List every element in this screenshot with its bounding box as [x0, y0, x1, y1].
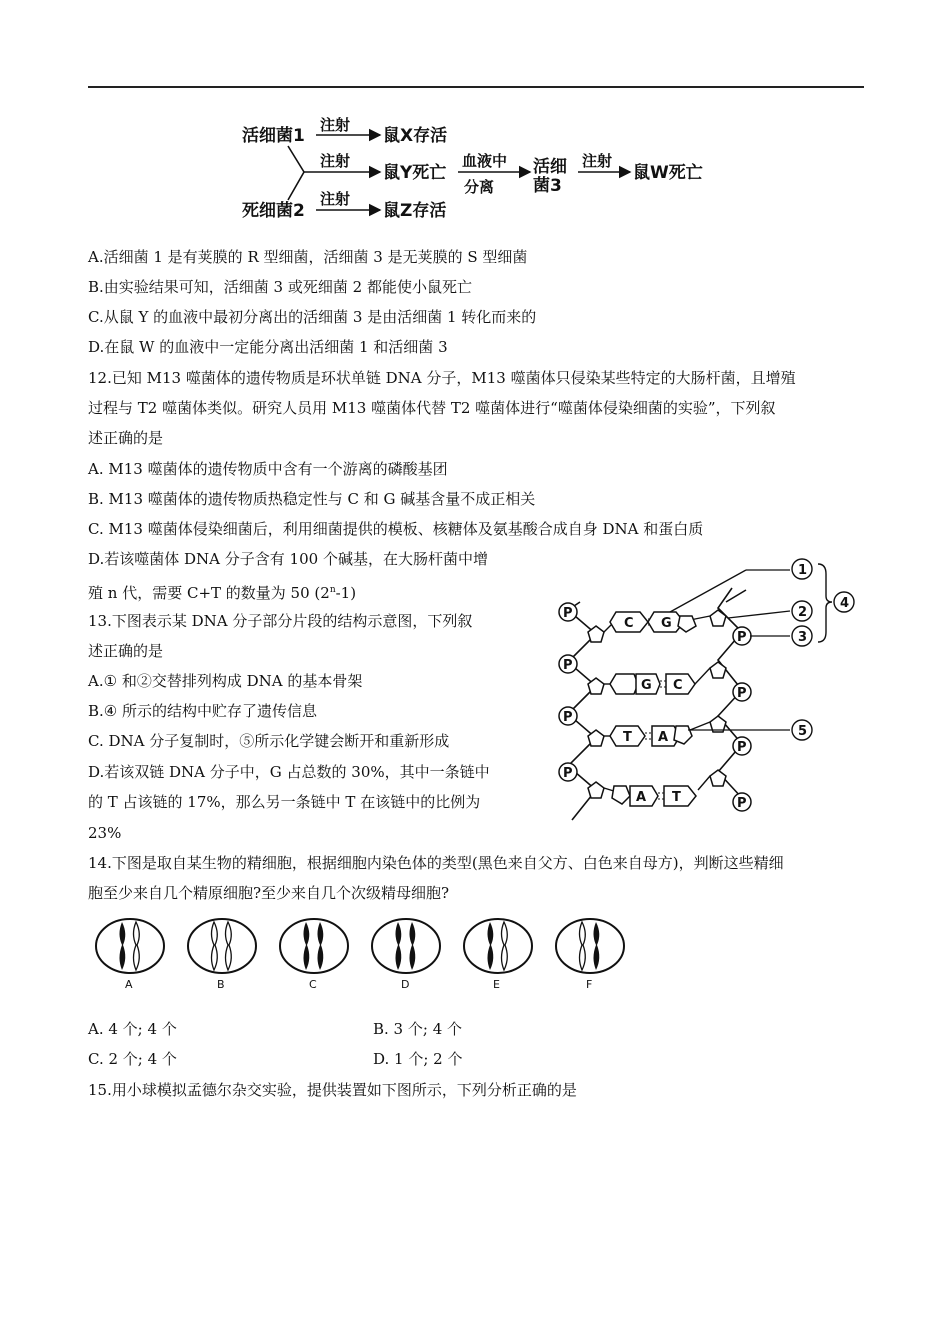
svg-text:P: P — [737, 740, 747, 755]
inject-label-2: 注射 — [320, 152, 351, 170]
inject-label-1: 注射 — [320, 116, 351, 134]
base-t-row3 — [610, 726, 645, 746]
bacteria-experiment-diagram — [230, 108, 730, 228]
phosphate-right-2 — [733, 683, 751, 701]
q11-option-a: A.活细菌 1 是有荚膜的 R 型细菌，活细菌 3 是无荚膜的 S 型细菌 — [88, 248, 528, 266]
base-c-row2 — [666, 674, 695, 694]
svg-text:5: 5 — [798, 724, 808, 739]
q11-option-c: C.从鼠 Y 的血液中最初分离出的活细菌 3 是由活细菌 1 转化而来的 — [88, 308, 537, 326]
sugar-right-2 — [710, 662, 726, 678]
q12-d2-exponent: n — [329, 585, 336, 595]
q14-option-c: C. 2 个; 4 个 — [88, 1050, 177, 1068]
live-bacteria-3-top: 活细 — [533, 157, 567, 177]
q12-stem-line1: 12.已知 M13 噬菌体的遗传物质是环状单链 DNA 分子，M13 噬菌体只侵染某些特定的大肠杆菌，且增殖 — [88, 369, 796, 387]
svg-text:T: T — [623, 730, 632, 745]
cell-a — [96, 919, 164, 991]
svg-text:B: B — [217, 978, 225, 991]
callout-3 — [792, 626, 812, 646]
svg-text:P: P — [563, 606, 573, 621]
q14-stem-line1: 14.下图是取自某生物的精细胞，根据细胞内染色体的类型(黑色来自父方、白色来自母方)，判断这些精细 — [88, 854, 784, 872]
q12-option-c: C. M13 噬菌体侵染细菌后，利用细菌提供的模板、核糖体及氨基酸合成自身 DNA 和蛋白质 — [88, 520, 704, 538]
phosphate-left-2 — [559, 655, 577, 673]
sugar-right-4 — [710, 770, 726, 786]
callout-1 — [792, 559, 812, 579]
q14-option-b: B. 3 个; 4 个 — [373, 1020, 463, 1038]
svg-text:F: F — [586, 978, 593, 991]
callout-4 — [834, 592, 854, 612]
sugar-right-1 — [710, 610, 726, 626]
svg-text:T: T — [672, 790, 681, 805]
svg-text:P: P — [737, 796, 747, 811]
svg-text:G: G — [641, 678, 652, 693]
q13-option-b: B.④ 所示的结构中贮存了遗传信息 — [88, 702, 318, 720]
phosphate-left-3 — [559, 707, 577, 725]
base-a-row3 — [652, 726, 692, 746]
q13-stem-line1: 13.下图表示某 DNA 分子部分片段的结构示意图，下列叙 — [88, 612, 473, 630]
svg-text:P: P — [737, 630, 747, 645]
q12-option-b: B. M13 噬菌体的遗传物质热稳定性与 C 和 G 碱基含量不成正相关 — [88, 490, 536, 508]
inject-label-3: 注射 — [582, 152, 613, 170]
svg-text:4: 4 — [840, 596, 850, 611]
mouse-x-label: 鼠X存活 — [383, 126, 448, 146]
separate-label: 分离 — [464, 178, 495, 196]
cell-d — [372, 919, 440, 991]
q12-d2-text: 殖 n 代，需要 C+T 的数量为 50 (2 — [88, 584, 330, 602]
q12-option-a: A. M13 噬菌体的遗传物质中含有一个游离的磷酸基团 — [88, 460, 448, 478]
svg-text:P: P — [563, 766, 573, 781]
cell-f — [556, 919, 624, 991]
svg-text:D: D — [401, 978, 410, 991]
q13-option-a: A.① 和②交替排列构成 DNA 的基本骨架 — [88, 672, 363, 690]
q13-stem-line2: 述正确的是 — [88, 642, 164, 660]
svg-text:3: 3 — [798, 630, 808, 645]
q11-option-b: B.由实验结果可知，活细菌 3 或死细菌 2 都能使小鼠死亡 — [88, 278, 472, 296]
svg-text:A: A — [658, 730, 669, 745]
q13-option-d-line2: 的 T 占该链的 17%，那么另一条链中 T 在该链中的比例为 — [88, 793, 481, 811]
svg-text:C: C — [673, 678, 683, 693]
svg-text:P: P — [563, 658, 573, 673]
q13-option-d-line1: D.若该双链 DNA 分子中，G 占总数的 30%，其中一条链中 — [88, 763, 490, 781]
cell-c — [280, 919, 348, 991]
phosphate-right-1 — [733, 627, 751, 645]
q11-option-d: D.在鼠 W 的血液中一定能分离出活细菌 1 和活细菌 3 — [88, 338, 448, 356]
q14-option-d: D. 1 个; 2 个 — [373, 1050, 463, 1068]
sperm-cells-diagram — [88, 912, 648, 1002]
svg-text:C: C — [624, 616, 634, 631]
svg-text:1: 1 — [798, 563, 808, 578]
q15-stem: 15.用小球模拟孟德尔杂交实验，提供装置如下图所示，下列分析正确的是 — [88, 1081, 577, 1099]
q12-d2-tail: -1) — [335, 584, 357, 602]
dead-bacteria-2-label: 死细菌2 — [242, 201, 305, 221]
branch-lines — [288, 146, 304, 200]
svg-text:A: A — [125, 978, 133, 991]
base-a-row4 — [612, 786, 658, 806]
q12-option-d-line2 — [88, 580, 356, 603]
q13-option-d-line3: 23% — [88, 824, 122, 842]
svg-text:P: P — [563, 710, 573, 725]
mouse-w-label: 鼠W死亡 — [633, 163, 703, 183]
inject-label-4: 注射 — [320, 190, 351, 208]
dna-structure-diagram — [550, 550, 860, 835]
brace-4 — [818, 564, 832, 642]
phosphate-left-1 — [559, 603, 577, 621]
live-bacteria-3-bottom: 菌3 — [533, 176, 562, 196]
svg-text:G: G — [661, 616, 672, 631]
svg-text:C: C — [309, 978, 317, 991]
base-t-row4 — [664, 786, 696, 806]
q12-stem-line3: 述正确的是 — [88, 429, 164, 447]
callout-2 — [792, 601, 812, 621]
q12-stem-line2: 过程与 T2 噬菌体类似。研究人员用 M13 噬菌体代替 T2 噬菌体进行“噬菌体侵染细菌的实验”，下列叙 — [88, 399, 776, 417]
cell-b — [188, 919, 256, 991]
base-g-row1 — [648, 612, 696, 632]
mouse-z-label: 鼠Z存活 — [383, 201, 447, 221]
q13-option-c: C. DNA 分子复制时，⑤所示化学键会断开和重新形成 — [88, 732, 450, 750]
phosphate-right-3 — [733, 737, 751, 755]
q14-stem-line2: 胞至少来自几个精原细胞?至少来自几个次级精母细胞? — [88, 884, 450, 902]
mouse-y-label: 鼠Y死亡 — [383, 163, 447, 183]
live-bacteria-1-label: 活细菌1 — [242, 126, 305, 146]
q12-option-d-line1: D.若该噬菌体 DNA 分子含有 100 个碱基，在大肠杆菌中增 — [88, 550, 488, 568]
svg-text:P: P — [737, 686, 747, 701]
blood-label: 血液中 — [462, 152, 508, 170]
cell-e — [464, 919, 532, 991]
base-c-row1 — [610, 612, 648, 632]
callout-5 — [792, 720, 812, 740]
svg-text:A: A — [636, 790, 647, 805]
svg-text:E: E — [493, 978, 500, 991]
svg-text:2: 2 — [798, 605, 808, 620]
phosphate-right-4 — [733, 793, 751, 811]
base-g-row2 — [610, 674, 660, 694]
q14-option-a: A. 4 个; 4 个 — [88, 1020, 177, 1038]
phosphate-left-4 — [559, 763, 577, 781]
header-rule — [88, 86, 864, 88]
